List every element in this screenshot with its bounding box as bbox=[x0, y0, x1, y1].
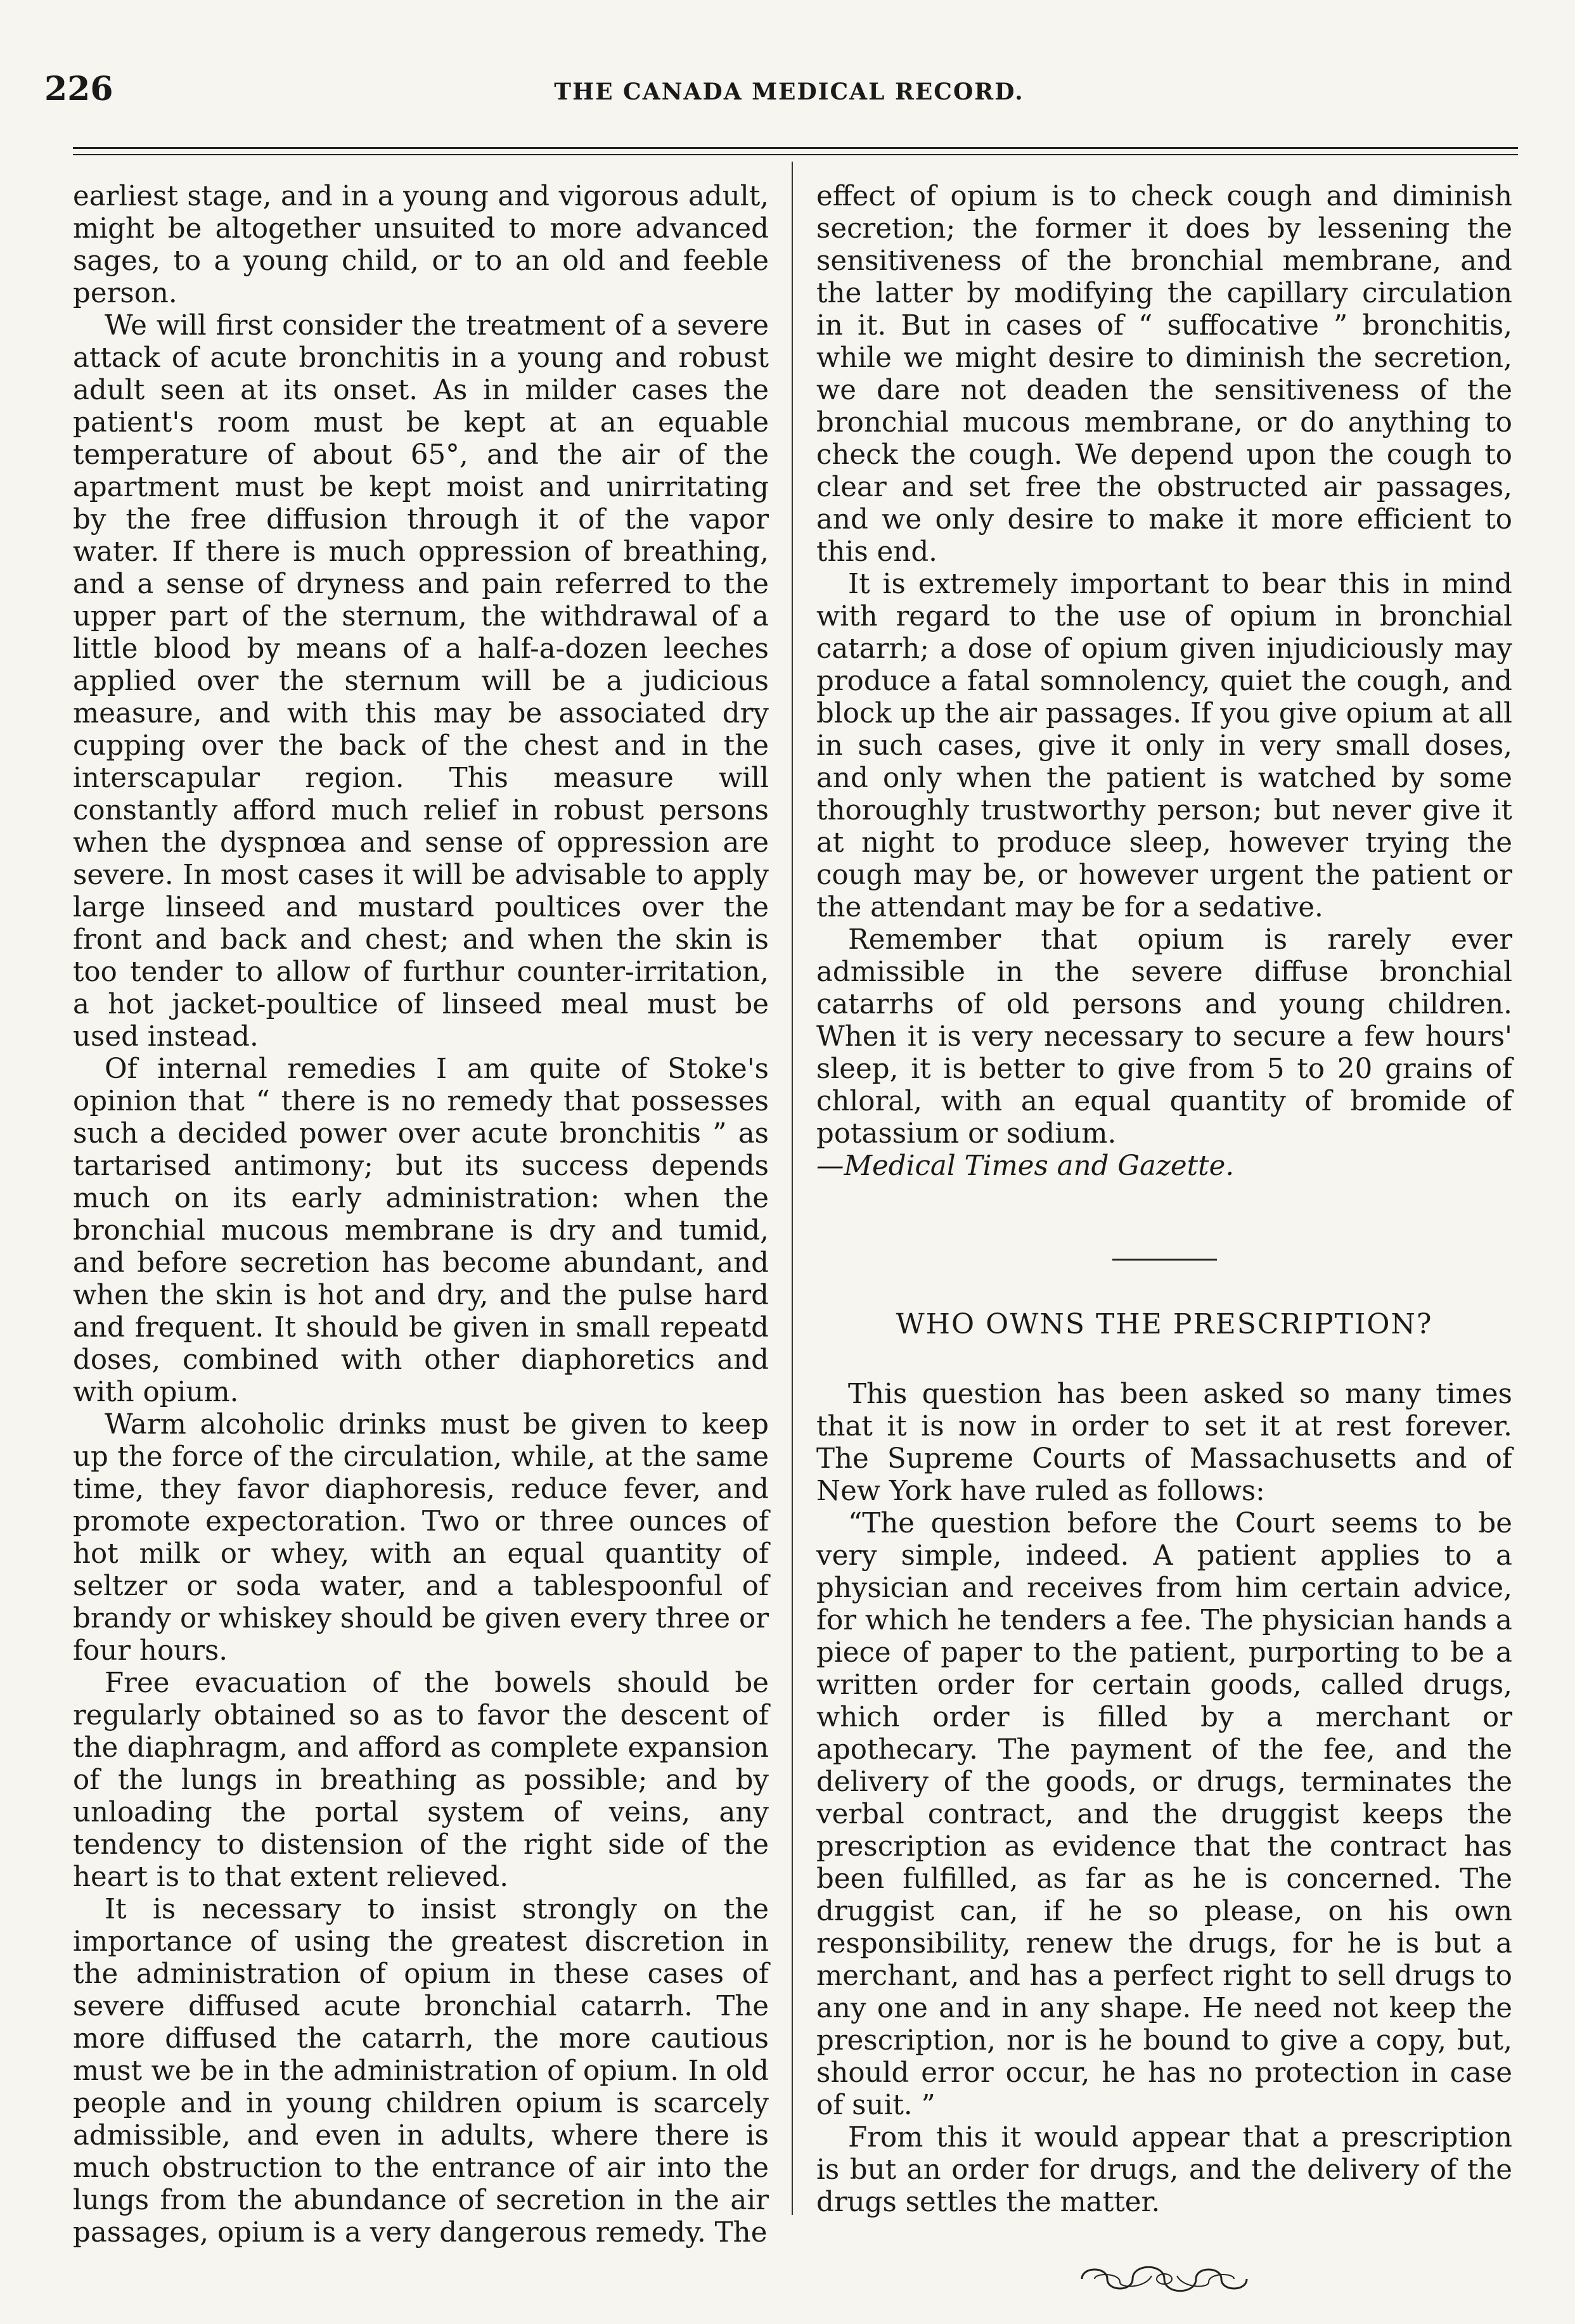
quote-paragraph: “The question before the Court seems to be very simple, indeed. A patient applies to a physician and receives from him certain advice, for which he tenders a fee. The physician hands a piece of paper to the patient, purporting to be a written order for certain goods, called drugs, which order is filled by a merchant or apothecary. The payment of the fee, and the delivery of the goods, or drugs, terminates the verbal contract, and the druggist keeps the prescription as evidence that the contract has been fulfilled, as far as he is concerned. The druggist can, if he so please, on his own responsibility, renew the drugs, for he is but a merchant, and has a perfect right to sell drugs to any one and in any shape. He need not keep the prescription, nor is he bound to give a copy, but, should error occur, he has no protection in case of suit. ” bbox=[816, 1508, 1512, 2121]
paragraph: It is extremely important to bear this in mind with regard to the use of opium in bronchial catarrh; a dose of opium given injudiciously may produce a fatal somnolency, quiet the cough, and block up the air passages. If you give opium at all in such cases, give it only in very small doses, and only when the patient is watched by some thoroughly trustworthy person; but never give it at night to produce sleep, however trying the cough may be, or however urgent the patient or the attendant may be for a sedative. bbox=[816, 568, 1512, 923]
journal-title: THE CANADA MEDICAL RECORD. bbox=[554, 79, 1024, 105]
paragraph: We will first consider the treatment of a severe attack of acute bronchitis in a young and robust adult seen at its onset. As in milder cases the patient's room must be kept at an equable temperature of about 65°, and the air of the apartment must be kept moist and unirritating by the free diffusion through it of the vapor water. If there is much oppression of breathing, and a sense of dryness and pain referred to the upper part of the sternum, the withdrawal of a little blood by means of a half-a-dozen leeches applied over the sternum will be a judicious measure, and with this may be associated dry cupping over the back of the chest and in the interscapular region. This measure will constantly afford much relief in robust persons when the dyspnœa and sense of oppression are severe. In most cases it will be advisable to apply large linseed and mustard poultices over the front and back and chest; and when the skin is too tender to allow of furthur counter-irritation, a hot jacket-poultice of linseed meal must be used instead. bbox=[73, 310, 769, 1053]
left-column bbox=[73, 181, 769, 2249]
section-heading: WHO OWNS THE PRESCRIPTION? bbox=[896, 1308, 1433, 1340]
header-rule bbox=[73, 147, 1518, 149]
paragraph: earliest stage, and in a young and vigorous adult, might be altogether unsuited to more advanced sages, to a young child, or to an old and feeble person. bbox=[73, 181, 769, 309]
paragraph: Warm alcoholic drinks must be given to keep up the force of the circulation, while, at the same time, they favor diaphoresis, reduce fever, and promote expectoration. Two or three ounces of hot milk or whey, with an equal quantity of seltzer or soda water, and a tablespoonful of brandy or whiskey should be given every three or four hours. bbox=[73, 1409, 769, 1667]
paragraph: Free evacuation of the bowels should be regularly obtained so as to favor the descent of the diaphragm, and afford as complete expansion of the lungs in breathing as possible; and by unloading the portal system of veins, any tendency to distension of the right side of the heart is to that extent relieved. bbox=[73, 1667, 769, 1893]
header-rule-thin bbox=[73, 154, 1518, 155]
column-divider bbox=[792, 162, 793, 2215]
paragraph: effect of opium is to check cough and diminish secretion; the former it does by lessening the sensitiveness of the bronchial membrane, and the latter by modifying the capillary circulation in it. But in cases of “ suffocative ” bronchitis, while we might desire to diminish the secretion, we dare not deaden the sensitiveness of the bronchial mucous membrane, or do anything to check the cough. We depend upon the cough to clear and set free the obstructed air passages, and we only desire to make it more efficient to this end. bbox=[816, 181, 1512, 568]
section-separator bbox=[1112, 1259, 1217, 1261]
paragraph: This question has been asked so many times that it is now in order to set it at rest forever. The Supreme Courts of Massachusetts and of New York have ruled as follows: bbox=[816, 1378, 1512, 1507]
page-number: 226 bbox=[44, 70, 113, 108]
paragraph: Of internal remedies I am quite of Stoke's opinion that “ there is no remedy that possesses such a decided power over acute bronchitis ” as tartarised antimony; but its success depends much on its early administration: when the bronchial mucous membrane is dry and tumid, and before secretion has become abundant, and when the skin is hot and dry, and the pulse hard and frequent. It should be given in small repeatd doses, combined with other diaphoretics and with opium. bbox=[73, 1053, 769, 1408]
ornament-icon bbox=[1069, 2254, 1259, 2304]
page-header bbox=[44, 70, 1534, 120]
paragraph: Remember that opium is rarely ever admissible in the severe diffuse bronchial catarrhs of old persons and young children. When it is very necessary to secure a few hours' sleep, it is better to give from 5 to 20 grains of chloral, with an equal quantity of bromide of potassium or sodium. bbox=[816, 924, 1512, 1150]
paragraph: It is necessary to insist strongly on the importance of using the greatest discretion in the administration of opium in these cases of severe diffused acute bronchial catarrh. The more diffused the catarrh, the more cautious must we be in the administration of opium. In old people and in young children opium is scarcely admissible, and even in adults, where there is much obstruction to the entrance of air into the lungs from the abundance of secretion in the air passages, opium is a very dangerous remedy. The bbox=[73, 1894, 769, 2249]
citation: —Medical Times and Gazette. bbox=[816, 1150, 1235, 1182]
paragraph: From this it would appear that a prescription is but an order for drugs, and the delivery of the drugs settles the matter. bbox=[816, 2122, 1512, 2218]
right-column bbox=[816, 181, 1512, 2304]
